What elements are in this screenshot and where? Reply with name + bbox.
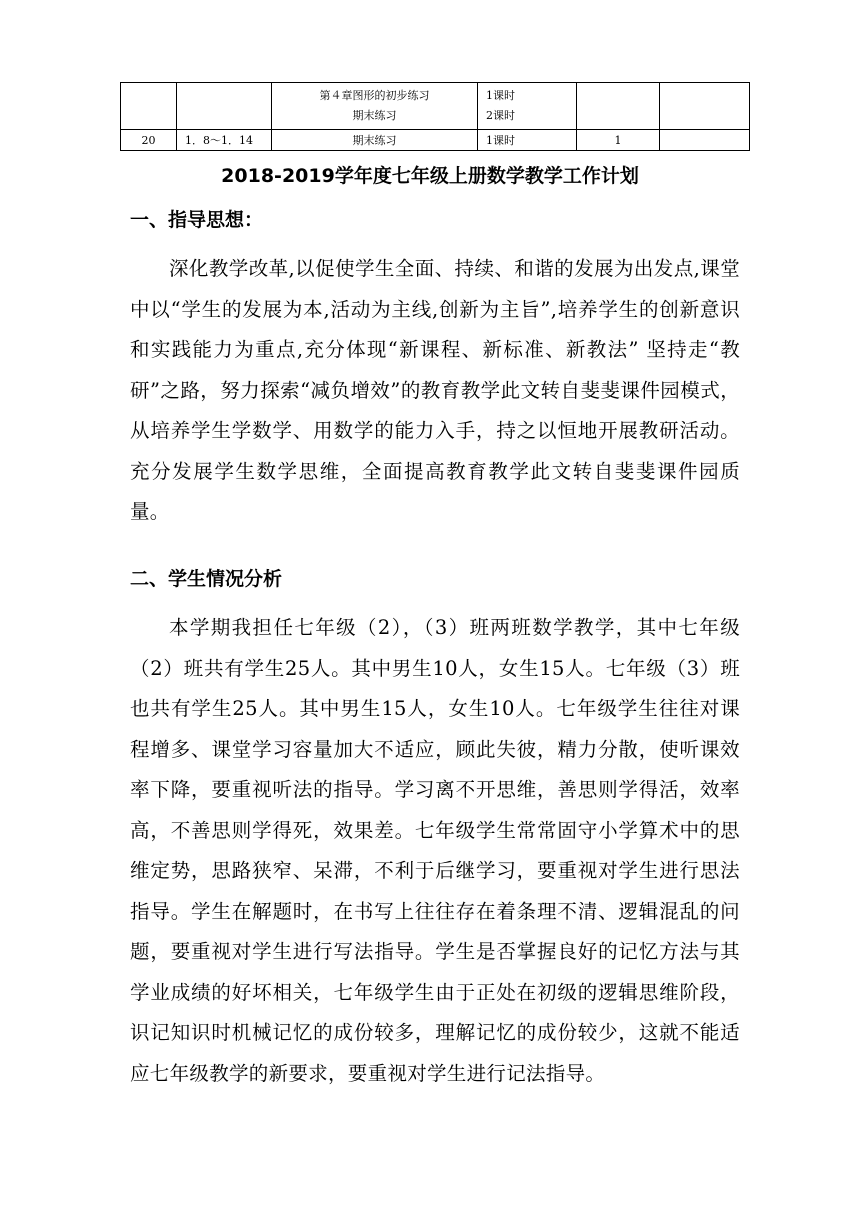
hours-line: 2课时 [486,109,515,122]
schedule-table [120,82,750,151]
topic-cell: 期末练习 [272,130,478,151]
count-cell [577,83,660,130]
note-cell [660,83,750,130]
dates-cell: 1．8～1．14 [177,130,272,151]
hours-line: 1课时 [486,89,515,102]
hours-cell [478,83,577,130]
table-row [121,83,750,130]
document-title: 2018-2019学年度七年级上册数学教学工作计划 [221,165,639,187]
dates-cell [177,83,272,130]
table-row [121,130,750,151]
week-cell [121,83,177,130]
count-cell: 1 [577,130,660,151]
section-heading-guiding-ideology: 一、指导思想： [130,209,264,231]
topic-line: 第４章图形的初步练习 [319,89,430,102]
paragraph-guiding-ideology: 深化教学改革,以促使学生全面、持续、和谐的发展为出发点,课堂中以“学生的发展为本,活动为主线,创新为主旨”,培养学生的创新意识和实践能力为重点,充分体现“新课程、新标准、新教法” 坚持走“教研”之路，努力探索“减负增效”的教育教学此文转自斐斐课件园模式，从培养学生学数学、用数学的能力入手，持之以恒地开展教研活动。充分发展学生数学思维，全面提高教育教学此文转自斐斐课件园质量。 [130,257,740,523]
paragraph-student-analysis: 本学期我担任七年级（2），（3）班两班数学教学，其中七年级（2）班共有学生25人。其中男生10人，女生15人。七年级（3）班也共有学生25人。其中男生15人，女生10人。七年级学生往往对课程增多、课堂学习容量加大不适应，顾此失彼，精力分散，使听课效率下降，要重视听法的指导。学习离不开思维，善思则学得活，效率高，不善思则学得死，效果差。七年级学生常常固守小学算术中的思维定势，思路狭窄、呆滞，不利于后继学习，要重视对学生进行思法指导。学生在解题时，在书写上往往存在着条理不清、逻辑混乱的问题，要重视对学生进行写法指导。学生是否掌握良好的记忆方法与其学业成绩的好坏相关，七年级学生由于正处在初级的逻辑思维阶段，识记知识时机械记忆的成份较多，理解记忆的成份较少，这就不能适应七年级教学的新要求，要重视对学生进行记法指导。 [130,616,740,1085]
topic-line: 期末练习 [352,109,397,122]
topic-cell [272,83,478,130]
section-heading-student-analysis: 二、学生情况分析 [130,568,283,590]
hours-cell: 1课时 [478,130,577,151]
week-cell: 20 [121,130,177,151]
note-cell [660,130,750,151]
